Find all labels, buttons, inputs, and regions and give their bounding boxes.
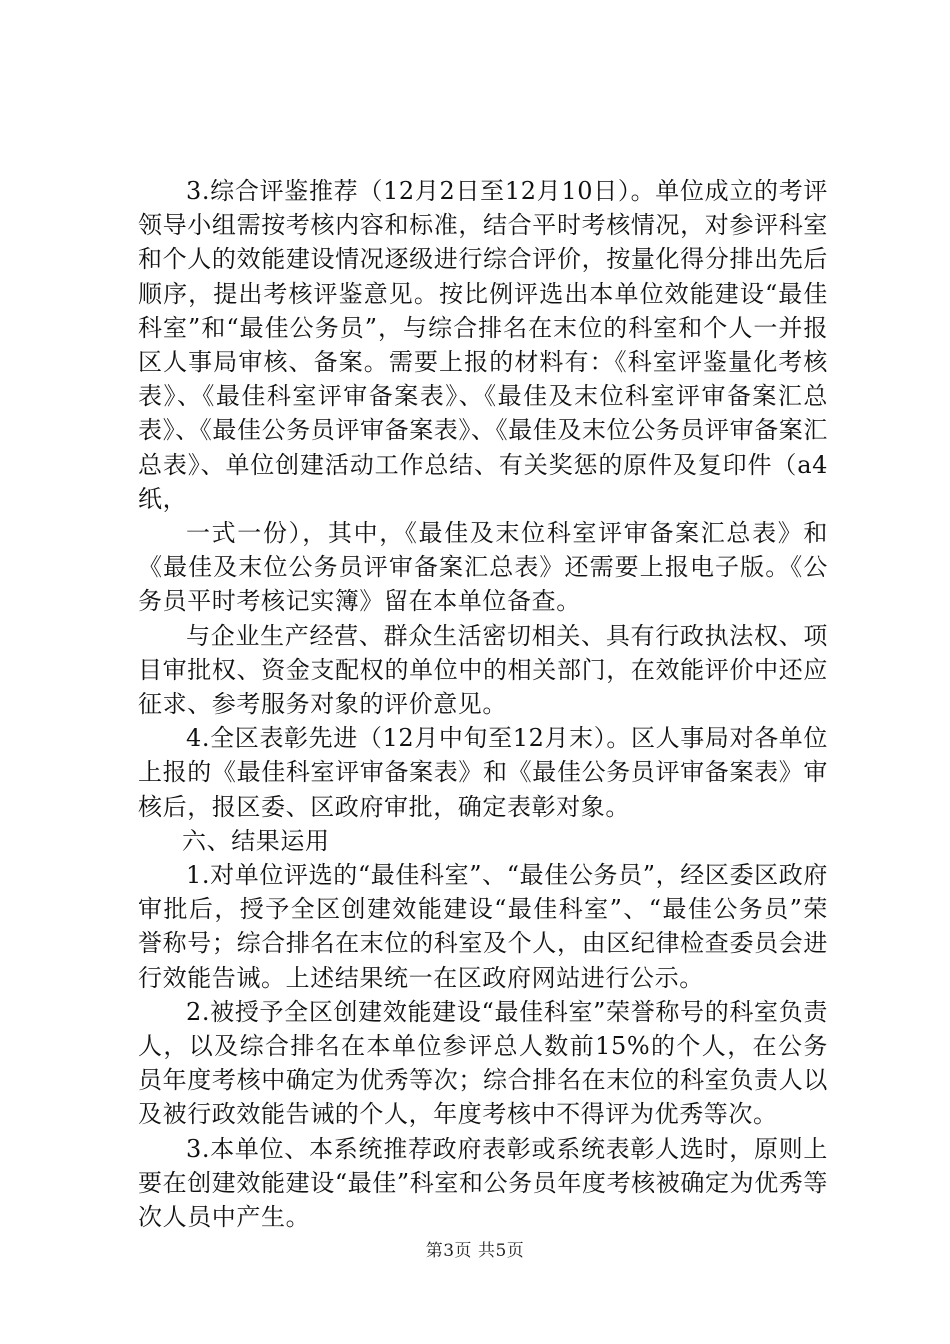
paragraph-service-opinion: 与企业生产经营、群众生活密切相关、具有行政执法权、项目审批权、资金支配权的单位中的相关部门，在效能评价中还应征求、参考服务对象的评价意见。: [138, 621, 828, 719]
paragraph-result-2: 2.被授予全区创建效能建设“最佳科室”荣誉称号的科室负责人，以及综合排名在本单位参评总人数前15%的个人，在公务员年度考核中确定为优秀等次；综合排名在末位的科室负责人以及被行政效能告诫的个人，年度考核中不得评为优秀等次。: [138, 997, 828, 1129]
paragraph-comprehensive-review: 3.综合评鉴推荐（12月2日至12月10日）。单位成立的考评领导小组需按考核内容和标准，结合平时考核情况，对参评科室和个人的效能建设情况逐级进行综合评价，按量化得分排出先后顺序，提出考核评鉴意见。按比例评选出本单位效能建设“最佳科室”和“最佳公务员”，与综合排名在末位的科室和个人一并报区人事局审核、备案。需要上报的材料有：《科室评鉴量化考核表》、《最佳科室评审备案表》、《最佳及末位科室评审备案汇总表》、《最佳公务员评审备案表》、《最佳及末位公务员评审备案汇总表》、单位创建活动工作总结、有关奖惩的原件及复印件（a4纸，: [138, 177, 828, 513]
paragraph-district-commendation: 4.全区表彰先进（12月中旬至12月末）。区人事局对各单位上报的《最佳科室评审备案表》和《最佳公务员评审备案表》审核后，报区委、区政府审批，确定表彰对象。: [138, 724, 828, 821]
paragraph-result-1: 1.对单位评选的“最佳科室”、“最佳公务员”，经区委区政府审批后，授予全区创建效能建设“最佳科室”、“最佳公务员”荣誉称号；综合排名在末位的科室及个人，由区纪律检查委员会进行效能告诫。上述结果统一在区政府网站进行公示。: [138, 861, 828, 992]
section-heading-results: 六、结果运用: [182, 826, 330, 855]
paragraph-materials-continued: 一式一份），其中，《最佳及末位科室评审备案汇总表》和《最佳及末位公务员评审备案汇总表》还需要上报电子版。《公务员平时考核记实簿》留在本单位备查。: [138, 519, 828, 616]
paragraph-result-3: 3.本单位、本系统推荐政府表彰或系统表彰人选时，原则上要在创建效能建设“最佳”科室和公务员年度考核被确定为优秀等次人员中产生。: [138, 1134, 828, 1232]
page-number-footer: 第3页 共5页: [425, 1241, 525, 1261]
document-body: [138, 174, 828, 1234]
